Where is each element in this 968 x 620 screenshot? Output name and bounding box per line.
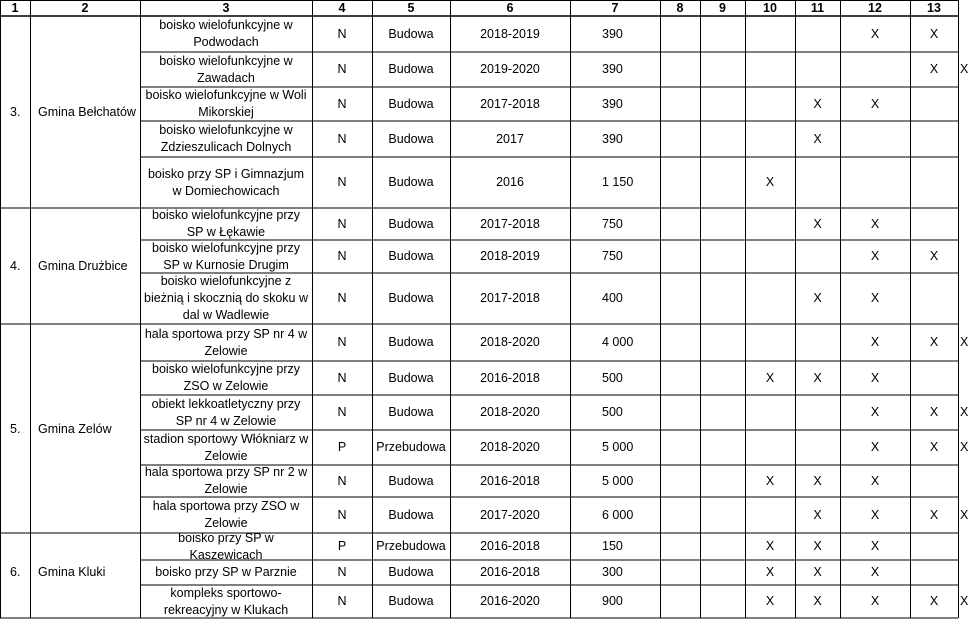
year-mark bbox=[747, 52, 793, 87]
facility-name: boisko przy SP w Parznie bbox=[155, 565, 297, 579]
year-mark: X bbox=[929, 405, 939, 419]
year-mark bbox=[912, 465, 956, 497]
cost-value: 750 bbox=[602, 249, 623, 263]
year-mark bbox=[747, 273, 793, 324]
facility-name: boisko wielofunkcyjne w Woli Mikorskiej bbox=[145, 88, 307, 119]
investment-kind: Budowa bbox=[388, 26, 434, 41]
year-mark bbox=[662, 585, 698, 618]
investment-type: N bbox=[337, 131, 347, 146]
year-mark: X bbox=[929, 335, 939, 349]
year-mark bbox=[702, 497, 743, 533]
year-mark: X bbox=[813, 473, 822, 488]
implementation-years: 2018-2019 bbox=[480, 249, 540, 263]
year-mark: X bbox=[870, 539, 880, 553]
year-mark: X bbox=[960, 335, 968, 349]
facility-name: boisko wielofunkcyjne przy SP w Łękawie bbox=[152, 208, 300, 239]
year-mark: X bbox=[813, 594, 822, 608]
year-mark bbox=[662, 497, 698, 533]
year-mark bbox=[702, 87, 743, 121]
year-mark bbox=[702, 324, 743, 361]
investment-kind: Budowa bbox=[388, 131, 434, 146]
year-mark bbox=[912, 157, 956, 208]
cost-value: 4 000 bbox=[602, 335, 634, 349]
column-header-9: 9 bbox=[719, 1, 726, 15]
year-mark bbox=[662, 361, 698, 395]
facility-name: hala sportowa przy ZSO w Zelowie bbox=[152, 499, 300, 530]
investment-kind: Budowa bbox=[388, 565, 434, 579]
year-mark bbox=[662, 16, 698, 52]
investment-kind: Budowa bbox=[388, 96, 434, 111]
investment-type: P bbox=[337, 539, 347, 553]
year-mark: X bbox=[870, 335, 880, 349]
year-mark bbox=[747, 16, 793, 52]
investment-kind: Budowa bbox=[388, 291, 434, 305]
year-mark: X bbox=[960, 594, 968, 608]
implementation-years: 2018-2020 bbox=[480, 335, 540, 349]
facility-name: obiekt lekkoatletyczny przy SP nr 4 w Zelowie bbox=[151, 396, 301, 428]
year-mark bbox=[702, 585, 743, 618]
gmina-name: Gmina Drużbice bbox=[38, 259, 128, 273]
year-mark bbox=[702, 533, 743, 560]
column-header-2: 2 bbox=[81, 1, 89, 15]
year-mark: X bbox=[765, 539, 775, 553]
group-number: 6. bbox=[10, 565, 21, 579]
investment-type: P bbox=[337, 440, 347, 454]
group-number: 3. bbox=[10, 105, 21, 119]
year-mark: X bbox=[870, 594, 880, 608]
year-mark bbox=[662, 465, 698, 497]
year-mark bbox=[747, 240, 793, 273]
investment-type: N bbox=[337, 370, 347, 385]
year-mark bbox=[797, 240, 838, 273]
year-mark: X bbox=[929, 594, 939, 608]
investment-type: N bbox=[337, 96, 347, 111]
year-mark: X bbox=[765, 565, 775, 579]
year-mark: X bbox=[813, 291, 822, 305]
facility-name: hala sportowa przy SP nr 2 w Zelowie bbox=[144, 465, 308, 496]
facility-name: boisko przy SP w Kaszewicach bbox=[178, 530, 274, 562]
investment-kind: Budowa bbox=[388, 370, 434, 385]
year-mark bbox=[747, 324, 793, 361]
implementation-years: 2018-2020 bbox=[480, 405, 540, 419]
column-header-3: 3 bbox=[222, 1, 230, 15]
cost-value: 750 bbox=[602, 216, 623, 231]
year-mark: X bbox=[813, 539, 822, 553]
investment-type: N bbox=[337, 175, 347, 189]
year-mark bbox=[747, 208, 793, 240]
column-header-8: 8 bbox=[676, 1, 684, 15]
year-mark bbox=[702, 395, 743, 430]
investment-kind: Budowa bbox=[388, 594, 434, 608]
year-mark bbox=[662, 87, 698, 121]
year-mark: X bbox=[813, 507, 822, 522]
column-header-4: 4 bbox=[338, 1, 346, 15]
facility-name: stadion sportowy Włókniarz w Zelowie bbox=[143, 431, 309, 463]
year-mark bbox=[662, 208, 698, 240]
implementation-years: 2016 bbox=[496, 175, 524, 189]
investment-kind: Budowa bbox=[388, 507, 434, 522]
investment-type: N bbox=[337, 473, 347, 488]
implementation-years: 2019-2020 bbox=[480, 62, 540, 76]
year-mark bbox=[662, 430, 698, 465]
year-mark bbox=[702, 560, 743, 585]
year-mark bbox=[842, 121, 908, 157]
investment-type: N bbox=[337, 565, 347, 579]
year-mark bbox=[702, 430, 743, 465]
year-mark bbox=[662, 240, 698, 273]
year-mark bbox=[702, 16, 743, 52]
facility-name: hala sportowa przy SP nr 4 w Zelowie bbox=[144, 326, 308, 358]
year-mark bbox=[702, 208, 743, 240]
year-mark bbox=[747, 121, 793, 157]
year-mark bbox=[912, 121, 956, 157]
year-mark bbox=[702, 361, 743, 395]
cost-value: 5 000 bbox=[602, 473, 634, 488]
column-header-5: 5 bbox=[407, 1, 415, 15]
year-mark bbox=[702, 465, 743, 497]
year-mark bbox=[842, 157, 908, 208]
investment-type: N bbox=[337, 594, 347, 608]
group-number: 4. bbox=[10, 259, 21, 273]
facility-name: boisko wielofunkcyjne w Podwodach bbox=[159, 18, 293, 49]
year-mark: X bbox=[813, 565, 822, 579]
year-mark: X bbox=[813, 131, 822, 146]
implementation-years: 2018-2019 bbox=[480, 26, 540, 41]
implementation-years: 2016-2018 bbox=[480, 539, 540, 553]
year-mark bbox=[702, 273, 743, 324]
cost-value: 400 bbox=[602, 291, 623, 305]
year-mark bbox=[662, 533, 698, 560]
gmina-name: Gmina Bełchatów bbox=[38, 105, 136, 119]
year-mark: X bbox=[960, 440, 968, 454]
column-header-1: 1 bbox=[11, 1, 19, 15]
year-mark: X bbox=[765, 370, 775, 385]
year-mark: X bbox=[870, 26, 880, 41]
year-mark: X bbox=[870, 216, 880, 231]
year-mark bbox=[912, 273, 956, 324]
cost-value: 1 150 bbox=[602, 175, 634, 189]
year-mark: X bbox=[929, 507, 939, 522]
column-header-10: 10 bbox=[763, 1, 777, 15]
cost-value: 5 000 bbox=[602, 440, 634, 454]
cost-value: 6 000 bbox=[602, 507, 634, 522]
year-mark bbox=[797, 16, 838, 52]
column-header-7: 7 bbox=[611, 1, 619, 15]
cost-value: 150 bbox=[602, 539, 623, 553]
year-mark bbox=[797, 52, 838, 87]
cost-value: 900 bbox=[602, 594, 623, 608]
facility-name: boisko przy SP i Gimnazjum w Domiechowicach bbox=[147, 166, 305, 198]
year-mark bbox=[702, 52, 743, 87]
year-mark: X bbox=[870, 370, 880, 385]
year-mark: X bbox=[960, 405, 968, 419]
year-mark bbox=[797, 430, 838, 465]
implementation-years: 2016-2018 bbox=[480, 473, 540, 488]
year-mark bbox=[797, 157, 838, 208]
implementation-years: 2016-2018 bbox=[480, 370, 540, 385]
cost-value: 500 bbox=[602, 370, 623, 385]
year-mark: X bbox=[813, 216, 822, 231]
year-mark bbox=[797, 324, 838, 361]
year-mark: X bbox=[870, 291, 880, 305]
year-mark: X bbox=[813, 96, 822, 111]
investment-type: N bbox=[337, 507, 347, 522]
facility-name: boisko wielofunkcyjne przy ZSO w Zelowie bbox=[152, 362, 300, 393]
cost-value: 300 bbox=[602, 565, 623, 579]
year-mark: X bbox=[960, 62, 968, 76]
investment-type: N bbox=[337, 62, 347, 76]
year-mark bbox=[662, 395, 698, 430]
investment-kind: Budowa bbox=[388, 175, 434, 189]
investment-type: N bbox=[337, 291, 347, 305]
facility-name: kompleks sportowo-rekreacyjny w Klukach bbox=[163, 585, 289, 617]
facility-name: boisko wielofunkcyjne w Zdzieszulicach Dolnych bbox=[159, 123, 293, 154]
year-mark: X bbox=[960, 507, 968, 522]
gmina-name: Gmina Zelów bbox=[38, 421, 112, 436]
implementation-years: 2016-2020 bbox=[480, 594, 540, 608]
year-mark: X bbox=[870, 473, 880, 488]
implementation-years: 2018-2020 bbox=[480, 440, 540, 454]
year-mark bbox=[662, 52, 698, 87]
implementation-years: 2017-2020 bbox=[480, 507, 540, 522]
year-mark bbox=[912, 560, 956, 585]
year-mark: X bbox=[929, 26, 939, 41]
year-mark bbox=[747, 497, 793, 533]
year-mark bbox=[662, 121, 698, 157]
year-mark bbox=[912, 361, 956, 395]
year-mark: X bbox=[765, 473, 775, 488]
gmina-name: Gmina Kluki bbox=[38, 565, 106, 579]
investment-type: N bbox=[337, 335, 347, 349]
column-header-11: 11 bbox=[810, 1, 825, 15]
cost-value: 390 bbox=[602, 26, 623, 41]
year-mark: X bbox=[929, 440, 939, 454]
facility-name: boisko wielofunkcyjne w Zawadach bbox=[159, 53, 293, 85]
investment-kind: Przebudowa bbox=[376, 539, 446, 553]
year-mark bbox=[912, 208, 956, 240]
year-mark: X bbox=[870, 405, 880, 419]
investment-kind: Budowa bbox=[388, 405, 434, 419]
cost-value: 500 bbox=[602, 405, 623, 419]
year-mark: X bbox=[813, 370, 822, 385]
implementation-years: 2017-2018 bbox=[480, 216, 540, 231]
year-mark bbox=[662, 273, 698, 324]
year-mark bbox=[747, 87, 793, 121]
year-mark bbox=[702, 157, 743, 208]
column-header-6: 6 bbox=[506, 1, 514, 15]
investment-kind: Budowa bbox=[388, 473, 434, 488]
year-mark bbox=[912, 533, 956, 560]
year-mark bbox=[747, 395, 793, 430]
year-mark bbox=[662, 324, 698, 361]
implementation-years: 2017-2018 bbox=[480, 96, 540, 111]
year-mark bbox=[662, 560, 698, 585]
year-mark bbox=[842, 52, 908, 87]
facility-name: boisko wielofunkcyjne przy SP w Kurnosie Drugim bbox=[152, 240, 300, 272]
column-header-12: 12 bbox=[868, 1, 882, 15]
year-mark: X bbox=[870, 96, 880, 111]
group-number: 5. bbox=[10, 421, 21, 436]
investment-type: N bbox=[337, 216, 347, 231]
cost-value: 390 bbox=[602, 62, 623, 76]
implementation-years: 2017-2018 bbox=[480, 291, 540, 305]
investment-kind: Budowa bbox=[388, 249, 434, 263]
investment-type: N bbox=[337, 26, 347, 41]
year-mark: X bbox=[929, 249, 939, 263]
year-mark: X bbox=[870, 565, 880, 579]
investment-kind: Przebudowa bbox=[376, 440, 446, 454]
investment-kind: Budowa bbox=[388, 216, 434, 231]
year-mark: X bbox=[870, 440, 880, 454]
cost-value: 390 bbox=[602, 131, 623, 146]
year-mark bbox=[797, 395, 838, 430]
implementation-years: 2016-2018 bbox=[480, 565, 540, 579]
year-mark bbox=[702, 240, 743, 273]
year-mark bbox=[662, 157, 698, 208]
year-mark: X bbox=[870, 249, 880, 263]
investment-kind: Budowa bbox=[388, 335, 434, 349]
year-mark bbox=[747, 430, 793, 465]
year-mark: X bbox=[765, 175, 775, 189]
implementation-years: 2017 bbox=[496, 131, 524, 146]
investment-type: N bbox=[337, 405, 347, 419]
facility-name: boisko wielofunkcyjne z bieżnią i skocznią do skoku w dal w Wadlewie bbox=[144, 274, 308, 322]
column-header-13: 13 bbox=[927, 1, 941, 15]
cost-value: 390 bbox=[602, 96, 623, 111]
year-mark: X bbox=[929, 62, 939, 76]
year-mark bbox=[702, 121, 743, 157]
investment-type: N bbox=[337, 249, 347, 263]
year-mark: X bbox=[870, 507, 880, 522]
year-mark: X bbox=[765, 594, 775, 608]
investment-kind: Budowa bbox=[388, 62, 434, 76]
year-mark bbox=[912, 87, 956, 121]
